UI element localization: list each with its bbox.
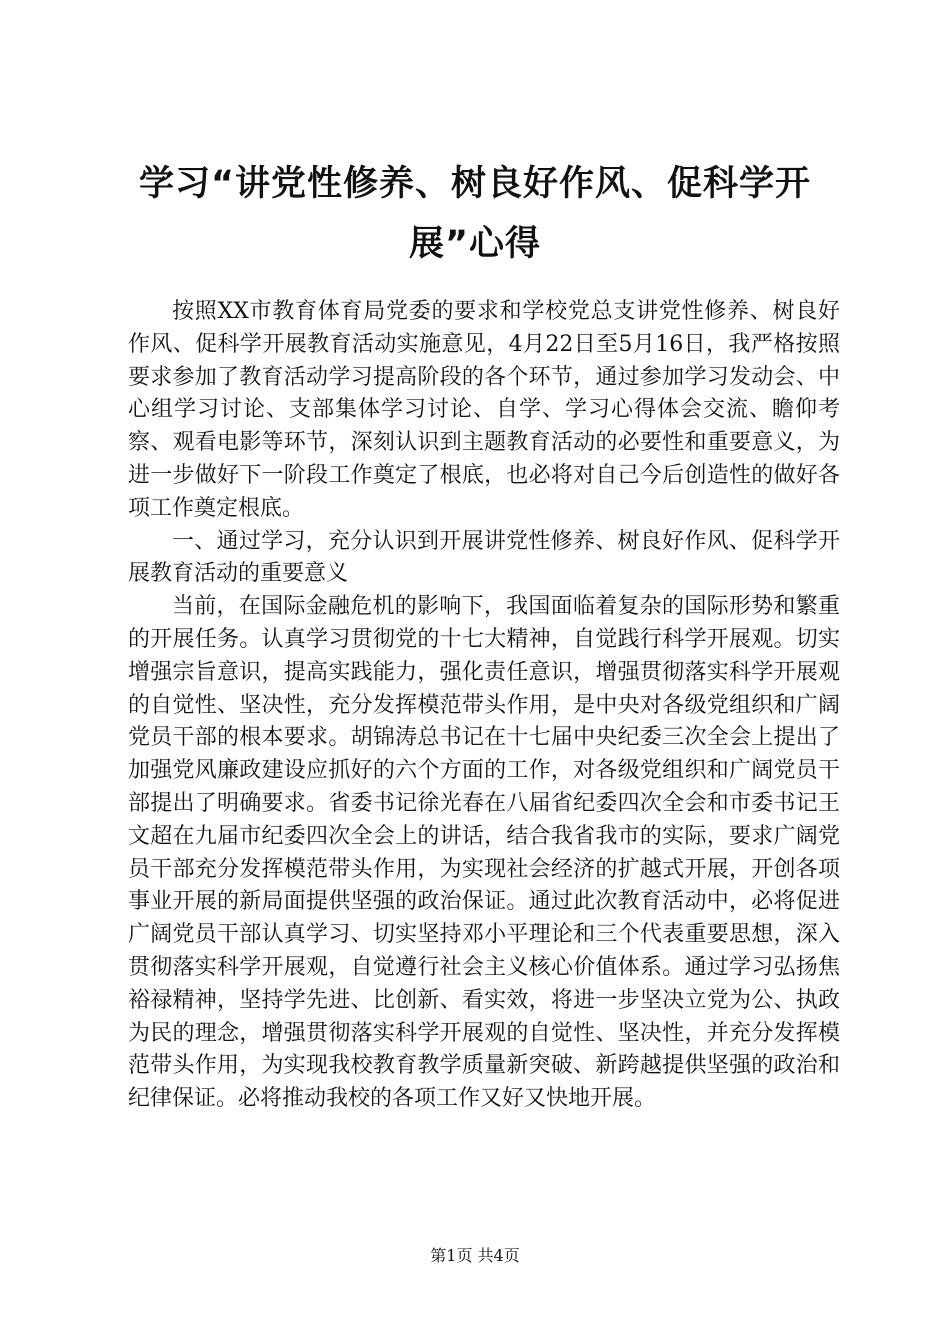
paragraph-section-1-body: 当前，在国际金融危机的影响下，我国面临着复杂的国际形势和繁重的开展任务。认真学习贯彻党的十七大精神，自觉践行科学开展观。切实增强宗旨意识，提高实践能力，强化责任意识，增强贯彻落实科学开展观的自觉性、坚决性，充分发挥模范带头作用，是中央对各级党组织和广阔党员干部的根本要求。胡锦涛总书记在十七届中央纪委三次全会上提出了加强党风廉政建设应抓好的六个方面的工作，对各级党组织和广阔党员干部提出了明确要求。省委书记徐光春在八届省纪委四次全会和市委书记王文超在九届市纪委四次全会上的讲话，结合我省我市的实际，要求广阔党员干部充分发挥模范带头作用，为实现社会经济的扩越式开展，开创各项事业开展的新局面提供坚强的政治保证。通过此次教育活动中，必将促进广阔党员干部认真学习、切实坚持邓小平理论和三个代表重要思想，深入贯彻落实科学开展观，自觉遵行社会主义核心价值体系。通过学习弘扬焦裕禄精神，坚持学先进、比创新、看实效，将进一步坚决立党为公、执政为民的理念，增强贯彻落实科学开展观的自觉性、坚决性，并充分发挥模范带头作用，为实现我校教育教学质量新突破、新跨越提供坚强的政治和纪律保证。必将推动我校的各项工作又好又快地开展。 bbox=[128, 594, 840, 1112]
paragraph-intro: 按照XX市教育体育局党委的要求和学校党总支讲党性修养、树良好作风、促科学开展教育活动实施意见，4月22日至5月16日，我严格按照要求参加了教育活动学习提高阶段的各个环节，通过参加学习发动会、中心组学习讨论、支部集体学习讨论、自学、学习心得体会交流、瞻仰考察、观看电影等环节，深刻认识到主题教育活动的必要性和重要意义，为进一步做好下一阶段工作奠定了根底，也必将对自己今后创造性的做好各项工作奠定根底。 bbox=[128, 299, 840, 521]
document-title-line-2: 展”心得 bbox=[408, 224, 541, 264]
document-title-line-1: 学习“讲党性修养、树良好作风、促科学开 bbox=[138, 164, 811, 204]
paragraph-section-heading-1: 一、通过学习，充分认识到开展讲党性修养、树良好作风、促科学开展教育活动的重要意义 bbox=[128, 528, 840, 587]
page-footer: 第1页 共4页 bbox=[430, 1246, 520, 1265]
document-body bbox=[128, 296, 840, 1116]
